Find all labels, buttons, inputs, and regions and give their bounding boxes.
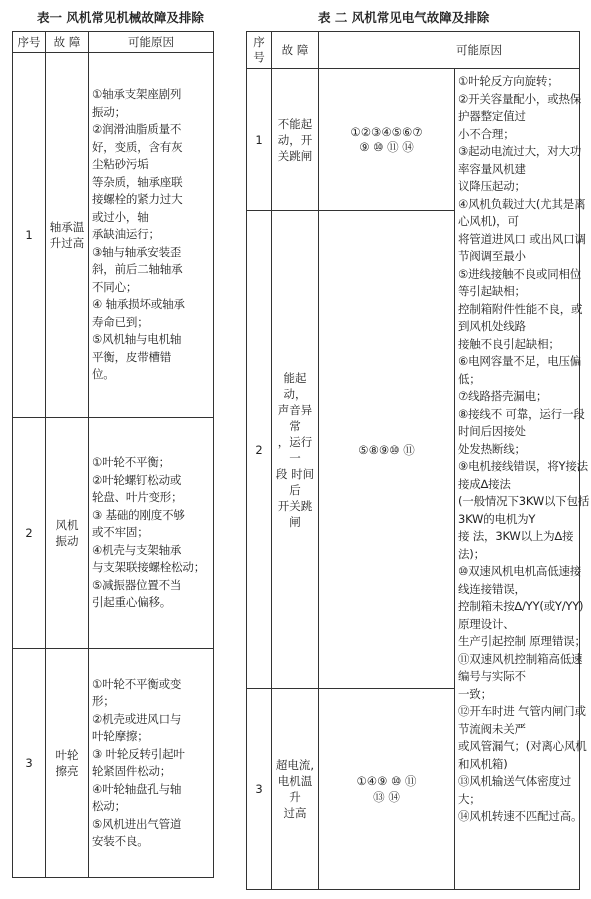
header-fault: 故 障 xyxy=(46,32,89,53)
row-number: 1 xyxy=(13,53,46,418)
row-number: 3 xyxy=(247,689,272,890)
fault-name: 轴承温 升过高 xyxy=(46,53,89,418)
header-causes: 可能原因 xyxy=(89,32,214,53)
electrical-fault-table xyxy=(246,31,590,890)
header-no: 序 号 xyxy=(247,32,272,69)
fault-name: 超电流, 电机温 升 过高 xyxy=(272,689,319,890)
fault-name: 叶轮 擦亮 xyxy=(46,649,89,878)
fault-name: 不能起 动，开 关跳闸 xyxy=(272,69,319,211)
header-fault: 故 障 xyxy=(272,32,319,69)
cause-codes: ①②③④⑤⑥⑦ ⑨ ⑩ ⑪ ⑭ xyxy=(319,69,455,211)
row-number: 1 xyxy=(247,69,272,211)
table-row xyxy=(13,418,214,649)
cause-list: ①叶轮反方向旋转； ②开关容量配小，或热保 护器整定值过 小不合理； ③起动电流过大，对大功 率容量风机建 议降压起动； ④风机负载过大(尤其是离 心风机)，可 将管道进风口 或出风口调 节阀调至最小 ⑤进线接触不良或同相位 等引起缺相； 控制箱附件性能不良，或 到风机处线路 接触不良引起缺相； ⑥电网容量不足，电压偏 低； ⑦线路搭壳漏电； ⑧接线不 可靠，运行一段 时间后因接处 处发热断线； ⑨电机接线错误，将Y接法 接成∆接法 (一般情况下3KW以下包括 3KW的电机为Y 接 法，3KW以上为∆接 法)； ⑩双速风机电机高低速接 线连接错误， 控制箱未按∆/YY(或Y/YY) 原理设计、 生产引起控制 原理错误； ⑪双速风机控制箱高低速 编号与实际不 一致； ⑫开车时进 气管内闸门或 节流阀未关严 或风管漏气；(对离心风机 和风机箱) ⑬风机输送气体密度过 大； ⑭风机转速不匹配过高。 xyxy=(455,69,580,890)
fault-name: 风机 振动 xyxy=(46,418,89,649)
table2-title: 表 二 风机常见电气故障及排除 xyxy=(318,10,490,25)
cause-codes: ⑤⑧⑨⑩ ⑪ xyxy=(319,211,455,689)
cause-list: ①叶轮不平衡； ②叶轮螺钉松动或 轮盘、叶片变形； ③ 基础的刚度不够 或不牢固； ④机壳与支架轴承 与支架联接螺栓松动； ⑤减振器位置不当 引起重心偏移。 xyxy=(89,418,214,649)
table-row xyxy=(13,53,214,418)
table-row xyxy=(247,69,580,211)
cause-codes: ①④⑨ ⑩ ⑪ ⑬ ⑭ xyxy=(319,689,455,890)
row-number: 3 xyxy=(13,649,46,878)
mechanical-fault-table xyxy=(12,31,214,878)
cause-list: ①叶轮不平衡或变 形； ②机壳或进风口与 叶轮摩擦； ③ 叶轮反转引起叶 轮紧固件松动； ④叶轮轴盘孔与轴 松动； ⑤风机进出气管道 安装不良。 xyxy=(89,649,214,878)
table1-title: 表一 风机常见机械故障及排除 xyxy=(37,10,204,25)
table-row xyxy=(13,649,214,878)
row-number: 2 xyxy=(13,418,46,649)
fault-name: 能起 动， 声音异 常 ，运行 一 段 时间 后 开关跳 闸 xyxy=(272,211,319,689)
header-no: 序号 xyxy=(13,32,46,53)
row-number: 2 xyxy=(247,211,272,689)
cause-list: ①轴承支架座剧列 振动； ②润滑油脂质量不 好，变质，含有灰 尘粘砂污垢 等杂质，轴承座联 接螺栓的紧力过大 或过小，轴 承缺油运行； ③轴与轴承安装歪 斜，前后二轴轴承 不同心； ④ 轴承损坏或轴承 寿命已到； ⑤风机轴与电机轴 平衡，皮带槽错 位。 xyxy=(89,53,214,418)
header-causes: 可能原因 xyxy=(319,32,580,69)
